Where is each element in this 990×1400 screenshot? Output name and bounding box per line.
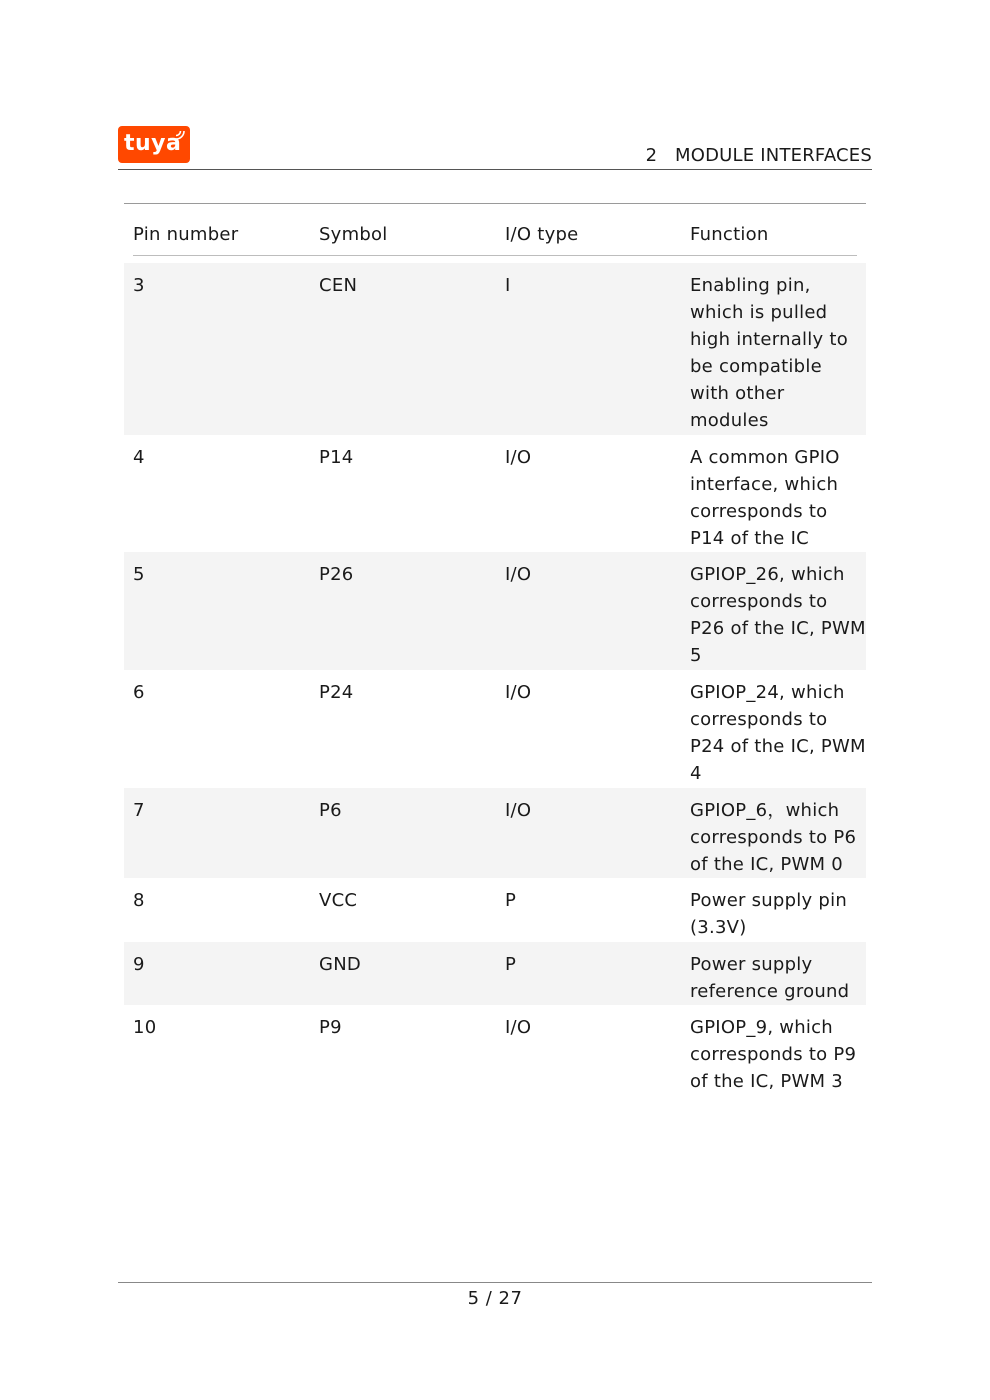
page-number: 5 / 27 <box>467 1288 523 1309</box>
symbol-cell: GND <box>319 954 362 975</box>
io-type-cell: I/O <box>505 1017 532 1038</box>
header-divider <box>118 169 872 170</box>
io-type-cell: I/O <box>505 800 532 821</box>
table-body <box>124 263 866 1100</box>
pin-number-cell: 7 <box>133 800 145 821</box>
symbol-cell: P24 <box>319 682 354 703</box>
table-header <box>124 203 866 256</box>
table-row <box>124 1005 866 1100</box>
table-row <box>124 552 866 670</box>
symbol-cell: P14 <box>319 447 354 468</box>
tuya-logo <box>118 126 190 163</box>
section-title: 2 MODULE INTERFACES <box>645 145 872 166</box>
table-row <box>124 435 866 552</box>
symbol-cell: VCC <box>319 890 358 911</box>
table-row <box>124 263 866 435</box>
function-cell: GPIOP_6，which corresponds to P6 of the IC, PWM 0 <box>690 800 857 875</box>
io-type-cell: I <box>505 275 511 296</box>
header-rule <box>133 255 857 256</box>
symbol-cell: P26 <box>319 564 354 585</box>
table-row <box>124 942 866 1005</box>
wifi-arc-icon <box>174 129 186 141</box>
function-cell: Power supply reference ground <box>690 954 850 1002</box>
column-header-symbol: Symbol <box>319 224 388 245</box>
column-header-pin-number: Pin number <box>133 224 239 245</box>
symbol-cell: CEN <box>319 275 358 296</box>
column-header-function: Function <box>690 224 769 245</box>
function-cell: Power supply pin (3.3V) <box>690 890 847 938</box>
pin-number-cell: 4 <box>133 447 145 468</box>
pin-number-cell: 8 <box>133 890 145 911</box>
io-type-cell: P <box>505 954 517 975</box>
pin-number-cell: 6 <box>133 682 145 703</box>
pin-number-cell: 3 <box>133 275 145 296</box>
function-cell: GPIOP_24, which corresponds to P24 of the IC, PWM 4 <box>690 682 866 784</box>
pin-table <box>124 203 866 1100</box>
footer-divider <box>118 1282 872 1283</box>
logo-wordmark: tuya <box>124 131 182 156</box>
function-cell: Enabling pin, which is pulled high internally to be compatible with other modules <box>690 275 848 431</box>
symbol-cell: P9 <box>319 1017 342 1038</box>
function-cell: GPIOP_26, which corresponds to P26 of the IC, PWM 5 <box>690 564 866 666</box>
table-row <box>124 670 866 788</box>
pin-number-cell: 9 <box>133 954 145 975</box>
column-header-io-type: I/O type <box>505 224 579 245</box>
io-type-cell: P <box>505 890 517 911</box>
function-cell: GPIOP_9, which corresponds to P9 of the IC, PWM 3 <box>690 1017 857 1092</box>
pin-number-cell: 10 <box>133 1017 157 1038</box>
table-row <box>124 788 866 878</box>
symbol-cell: P6 <box>319 800 342 821</box>
pin-number-cell: 5 <box>133 564 145 585</box>
function-cell: A common GPIO interface, which corresponds to P14 of the IC <box>690 447 840 549</box>
table-row <box>124 878 866 942</box>
io-type-cell: I/O <box>505 564 532 585</box>
io-type-cell: I/O <box>505 447 532 468</box>
io-type-cell: I/O <box>505 682 532 703</box>
